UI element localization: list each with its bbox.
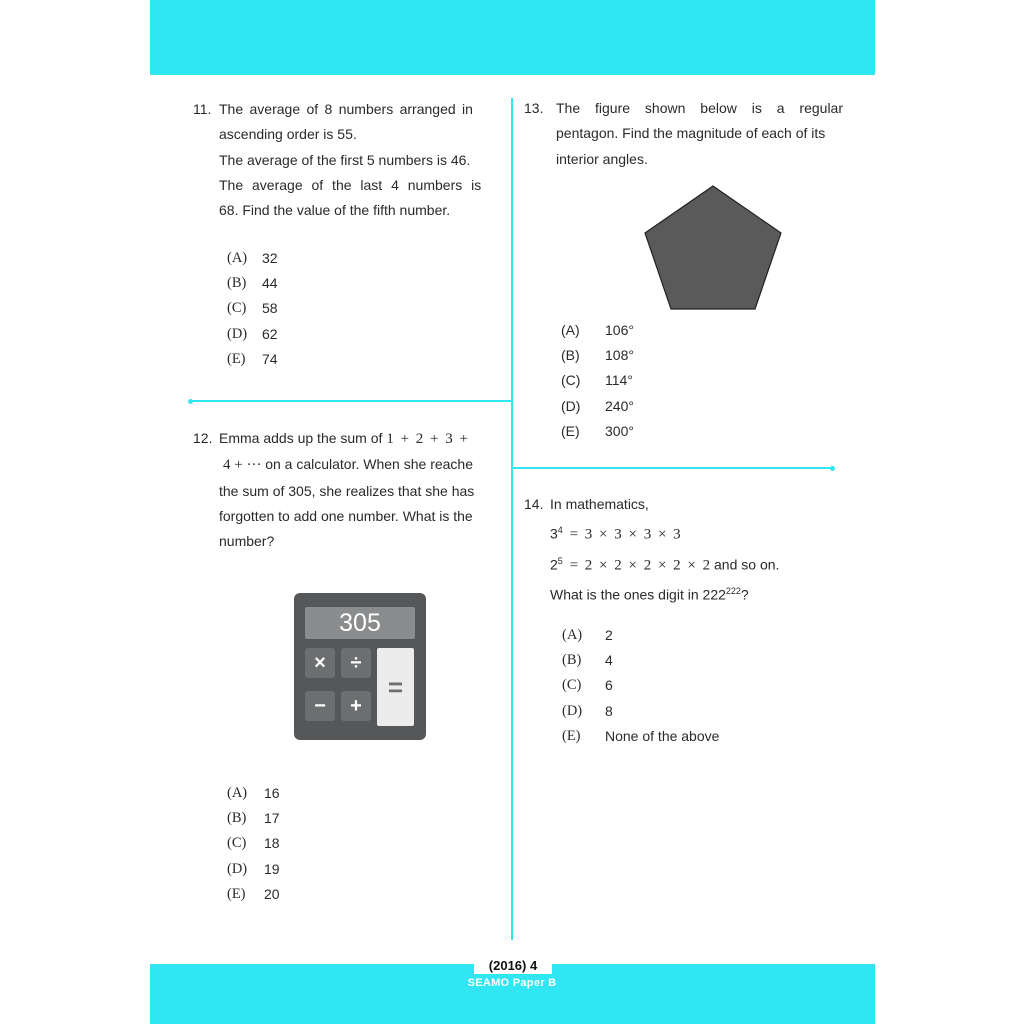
question-text-line: ascending order is 55.: [219, 126, 357, 143]
equation-line: $2^5 = 2 \times 2 \times 2 \times 2 \times 2$ and so on.: [550, 555, 780, 574]
multiply-key: ×: [305, 648, 335, 678]
question-text-line: Emma adds up the sum of 1 + 2 + 3 +: [219, 430, 468, 447]
section-divider-right: [513, 467, 833, 469]
paper-title: SEAMO Paper B: [467, 977, 557, 989]
calculator-display: 305: [305, 607, 415, 639]
equation-line: $3^4 = 3 \times 3 \times 3 \times 3$: [550, 525, 681, 543]
question-text-line: In mathematics,: [550, 496, 649, 512]
question-text-line: pentagon. Find the magnitude of each of its: [556, 125, 826, 142]
question-number: 14.: [524, 496, 544, 512]
question-text-line: forgotten to add one number. What is the: [219, 507, 473, 524]
page-number: (2016) 4: [474, 958, 552, 974]
question-text-line: number?: [219, 533, 275, 550]
question-number: 11.: [193, 101, 212, 117]
question-number: 12.: [193, 430, 213, 446]
calculator-figure: [294, 593, 426, 740]
pentagon-figure: [640, 183, 786, 313]
question-number: 13.: [524, 100, 544, 116]
question-text-line: 4 + ··· on a calculator. When she reache: [223, 456, 473, 474]
plus-key: +: [341, 691, 371, 721]
question-text-line: The average of the first 5 numbers is 46.: [219, 151, 471, 168]
question-text-line: The average of 8 numbers arranged in: [219, 101, 473, 117]
question-text-line: The average of the last 4 numbers is: [219, 176, 482, 193]
header-band: [150, 0, 875, 75]
section-divider-left: [190, 400, 513, 402]
question-text-line: The figure shown below is a regular: [556, 100, 844, 116]
question-text-line: What is the ones digit in $222^{222}$?: [550, 586, 749, 603]
minus-key: −: [305, 691, 335, 721]
question-text-line: interior angles.: [556, 150, 648, 167]
question-text-line: 68. Find the value of the fifth number.: [219, 202, 451, 219]
divide-key: ÷: [341, 648, 371, 678]
question-text-line: the sum of 305, she realizes that she has: [219, 482, 475, 499]
equals-key: =: [377, 648, 414, 726]
column-divider: [511, 98, 513, 940]
